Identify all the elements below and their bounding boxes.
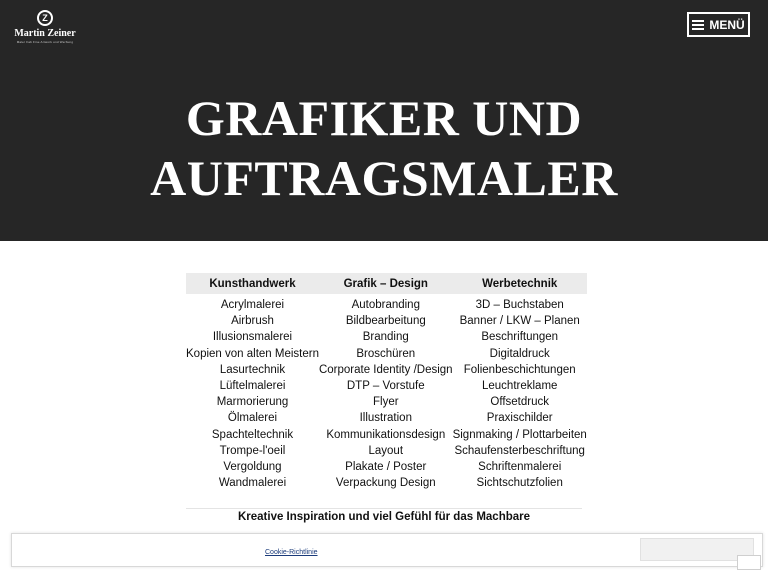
table-row — [186, 394, 587, 410]
table-cell: Folienbeschichtungen — [463, 363, 576, 376]
table-cell: Wandmalerei — [218, 477, 287, 490]
table-cell: Lasurtechnik — [219, 363, 286, 376]
table-cell: Corporate Identity /Design — [318, 363, 453, 376]
services-header-row — [186, 273, 587, 294]
table-cell: Broschüren — [356, 347, 416, 360]
table-cell: Digitaldruck — [489, 347, 550, 360]
logo-tagline: Maler Fab Fine Artwork und Werbung — [16, 40, 74, 44]
column-header-grafik-design: Grafik – Design — [319, 273, 453, 294]
table-cell: 3D – Buchstaben — [475, 299, 564, 311]
table-cell: Offsetdruck — [490, 396, 549, 409]
tagline: Kreative Inspiration und viel Gefühl für das Machbare — [237, 511, 531, 523]
table-cell: Flyer — [372, 396, 399, 409]
table-cell: Bildbearbeitung — [345, 315, 426, 328]
table-cell: Trompe-l'oeil — [219, 444, 286, 457]
table-cell: Praxischilder — [486, 412, 553, 425]
table-row — [186, 313, 587, 329]
site-logo[interactable] — [14, 10, 76, 44]
cookie-policy-link[interactable]: Cookie-Richtlinie — [265, 549, 318, 556]
table-cell: Ölmalerei — [227, 412, 278, 425]
page-title-line-1: GRAFIKER UND — [185, 90, 583, 146]
cookie-banner — [11, 533, 763, 567]
scroll-to-top-button[interactable] — [737, 555, 761, 570]
table-cell: Sichtschutzfolien — [476, 477, 563, 490]
table-cell: Marmorierung — [216, 396, 289, 409]
hero-header — [0, 0, 768, 241]
table-row — [186, 443, 587, 459]
table-cell: Acrylmalerei — [220, 299, 285, 311]
table-row — [186, 427, 587, 443]
table-cell: Layout — [368, 444, 404, 457]
table-row — [186, 294, 587, 313]
table-row — [186, 378, 587, 394]
table-cell: Kommunikationsdesign — [326, 428, 446, 441]
page-title-line-2: AUFTRAGSMALER — [150, 150, 618, 206]
table-cell: Verpackung Design — [335, 477, 436, 490]
table-row — [186, 459, 587, 475]
table-cell: Spachteltechnik — [211, 428, 294, 441]
table-cell: Signmaking / Plottarbeiten — [452, 428, 587, 441]
services-table — [186, 273, 587, 491]
table-cell: Lüftelmalerei — [219, 380, 286, 393]
table-cell: Leuchtreklame — [481, 380, 558, 393]
page-title — [0, 88, 768, 208]
table-row — [186, 475, 587, 491]
table-cell: Plakate / Poster — [345, 461, 427, 474]
column-header-werbetechnik: Werbetechnik — [453, 273, 587, 294]
table-cell: Illustration — [359, 412, 412, 425]
hamburger-icon — [692, 18, 704, 32]
table-cell: Illusionsmalerei — [212, 331, 293, 344]
table-row — [186, 362, 587, 378]
table-cell: Beschriftungen — [481, 331, 559, 344]
section-divider — [186, 508, 582, 509]
menu-button[interactable] — [687, 12, 750, 37]
table-cell: Vergoldung — [223, 461, 282, 474]
menu-label: MENÜ — [709, 17, 745, 32]
table-cell: Kopien von alten Meistern — [186, 347, 319, 360]
table-row — [186, 346, 587, 362]
logo-z-icon: Z — [37, 10, 53, 26]
logo-name: Martin Zeiner — [14, 28, 76, 39]
table-cell: Autobranding — [351, 299, 420, 311]
table-cell: Schriftenmalerei — [478, 461, 562, 474]
table-cell: Branding — [362, 331, 409, 344]
table-cell: Schaufensterbeschriftung — [454, 444, 585, 457]
column-header-kunsthandwerk: Kunsthandwerk — [186, 273, 319, 294]
table-row — [186, 410, 587, 426]
table-row — [186, 329, 587, 345]
table-cell: Airbrush — [231, 315, 274, 328]
table-cell: Banner / LKW – Planen — [459, 315, 580, 328]
table-cell: DTP – Vorstufe — [346, 380, 425, 393]
